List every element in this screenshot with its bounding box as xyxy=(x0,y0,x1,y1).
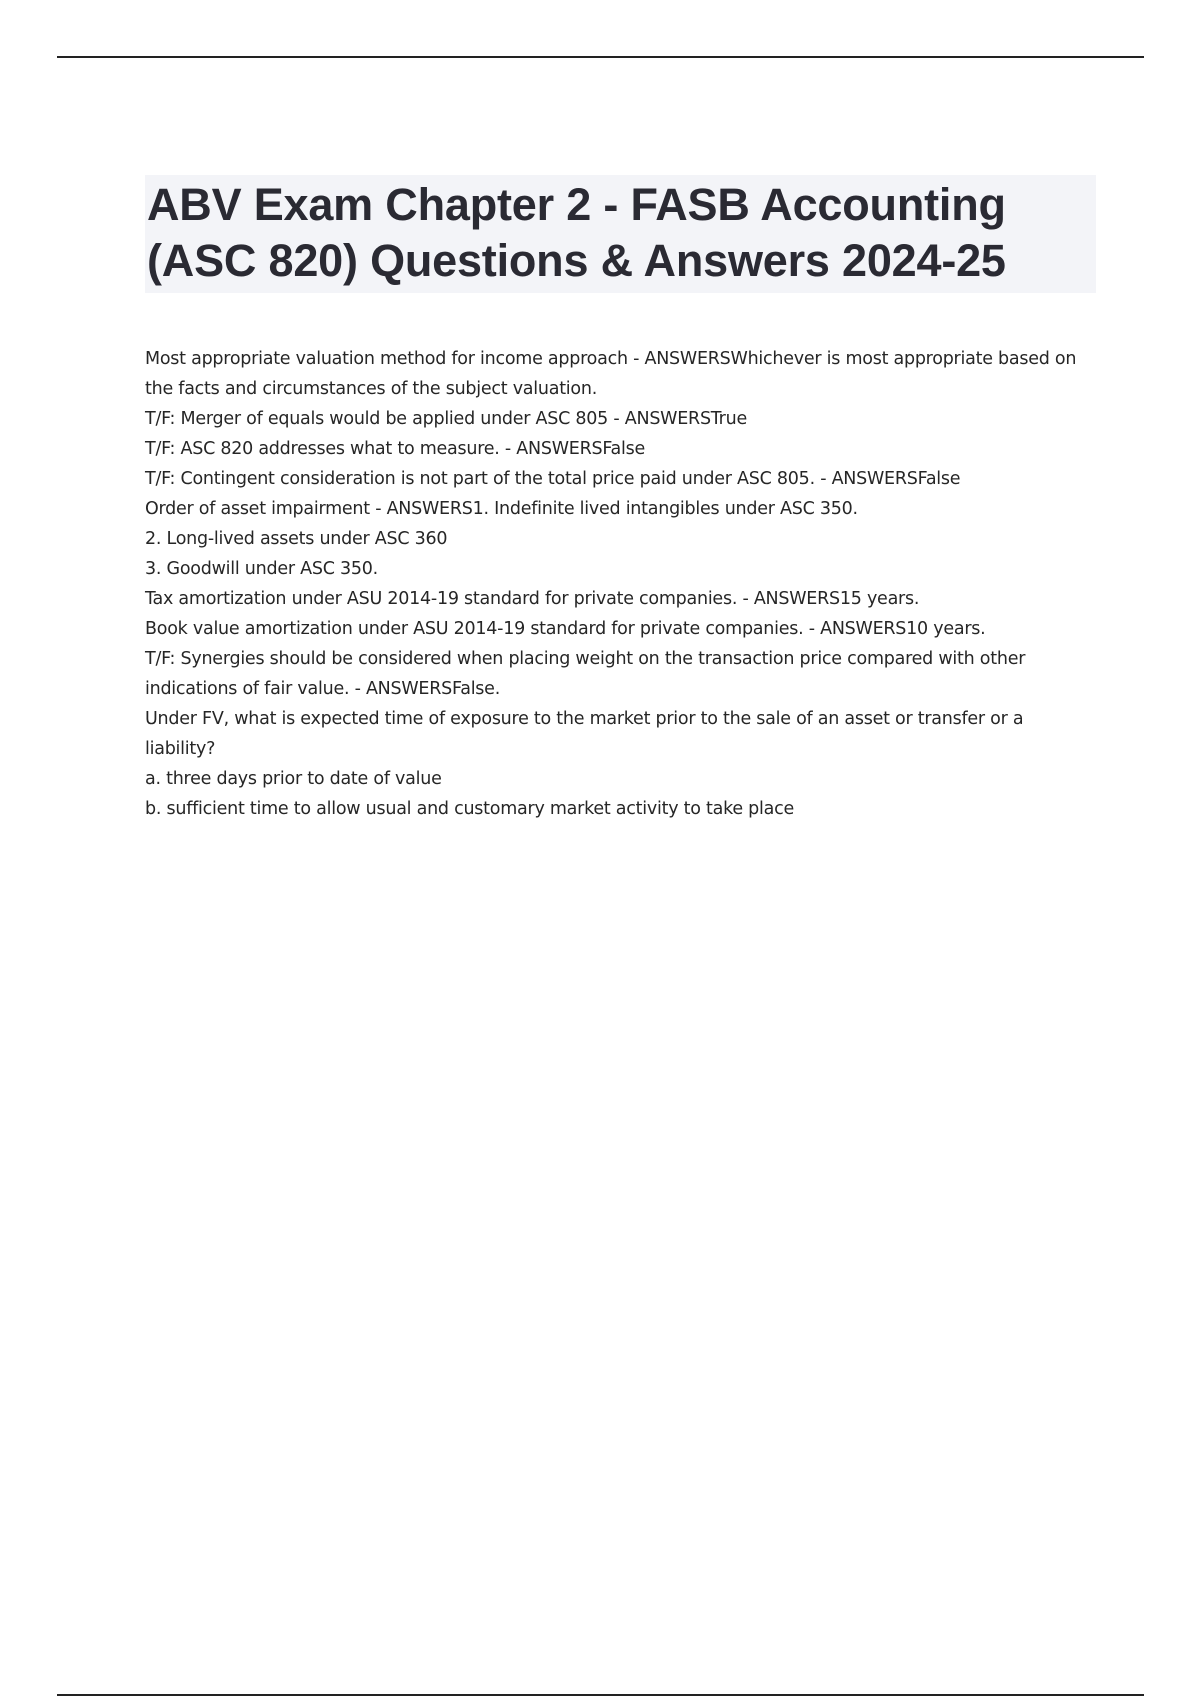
top-rule xyxy=(57,56,1144,58)
qa-item-9-option-a: a. three days prior to date of value xyxy=(145,769,442,789)
qa-item-6: Tax amortization under ASU 2014-19 standard for private companies. - ANSWERS15 years. xyxy=(145,589,920,609)
title-line-1: ABV Exam Chapter 2 - FASB Accounting xyxy=(147,179,1006,231)
qa-item-8: T/F: Synergies should be considered when placing weight on the transaction price compared with other indications of fair value. - ANSWERSFalse. xyxy=(145,649,1026,699)
qa-item-4: T/F: Contingent consideration is not part of the total price paid under ASC 805. - ANSWERSFalse xyxy=(145,469,961,489)
qa-item-5: Order of asset impairment - ANSWERS1. Indefinite lived intangibles under ASC 350. xyxy=(145,499,858,519)
qa-list xyxy=(145,344,1085,824)
qa-item-5-line-3: 3. Goodwill under ASC 350. xyxy=(145,559,378,579)
document-title xyxy=(145,175,1096,293)
qa-item-3: T/F: ASC 820 addresses what to measure. - ANSWERSFalse xyxy=(145,439,646,459)
qa-item-9-option-b: b. sufficient time to allow usual and customary market activity to take place xyxy=(145,799,794,819)
bottom-rule xyxy=(57,1694,1144,1696)
qa-item-2: T/F: Merger of equals would be applied under ASC 805 - ANSWERSTrue xyxy=(145,409,747,429)
qa-item-7: Book value amortization under ASU 2014-19 standard for private companies. - ANSWERS10 years. xyxy=(145,619,986,639)
qa-item-1: Most appropriate valuation method for income approach - ANSWERSWhichever is most appropriate based on the facts and circumstances of the subject valuation. xyxy=(145,349,1077,399)
qa-item-5-line-2: 2. Long-lived assets under ASC 360 xyxy=(145,529,448,549)
qa-item-9: Under FV, what is expected time of exposure to the market prior to the sale of an asset or transfer or a liability? xyxy=(145,709,1024,759)
title-line-2: (ASC 820) Questions & Answers 2024-25 xyxy=(147,235,1006,287)
